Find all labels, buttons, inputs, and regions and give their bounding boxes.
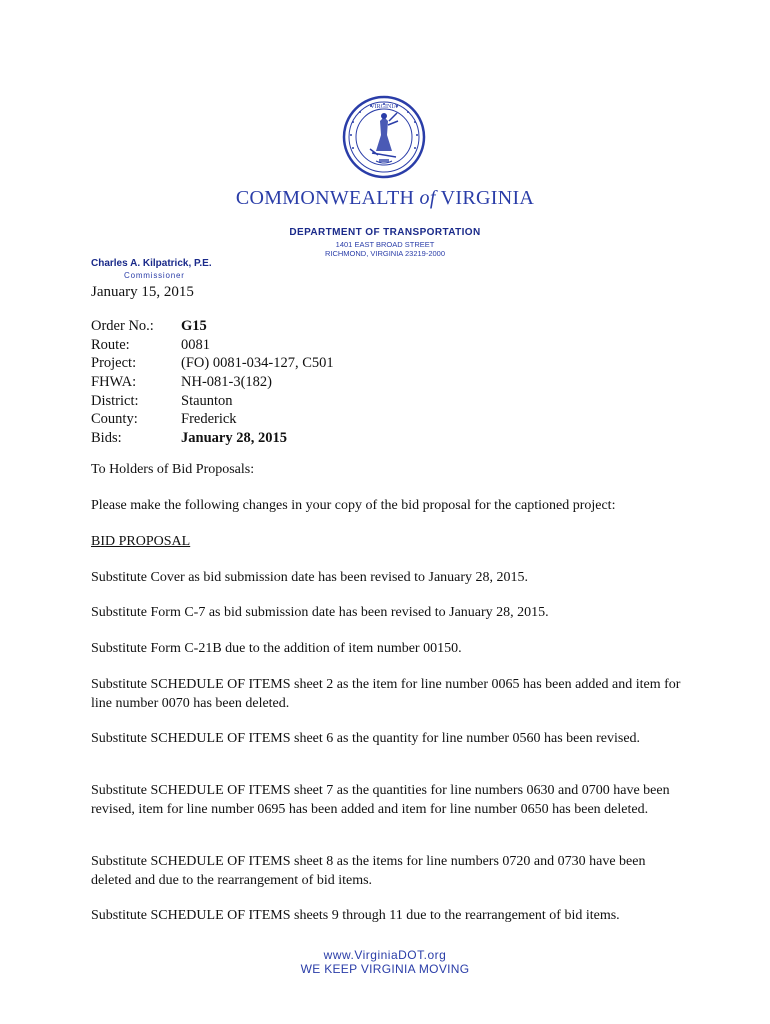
virginia-word: VIRGINIA — [440, 187, 535, 209]
info-value: NH-081-3(182) — [181, 374, 273, 391]
letter-date: January 15, 2015 — [91, 284, 194, 300]
info-value: 0081 — [181, 336, 210, 353]
info-label: Route: — [91, 336, 130, 353]
change-item: Substitute SCHEDULE OF ITEMS sheet 7 as the quantities for line numbers 0630 and 0700 have been revised, item for line number 0695 has been added and item for line number 0650 has been deleted. — [91, 783, 670, 817]
info-row-county — [91, 410, 334, 429]
info-label: FHWA: — [91, 374, 137, 391]
info-row-order — [91, 317, 334, 336]
address-line-2: RICHMOND, VIRGINIA 23219-2000 — [324, 249, 446, 258]
info-value: Staunton — [181, 392, 233, 409]
section-heading: BID PROPOSAL — [91, 534, 191, 549]
info-value: Frederick — [181, 411, 237, 428]
change-item: Substitute Form C-7 as bid submission date has been revised to January 28, 2015. — [91, 605, 549, 620]
info-row-bids — [91, 429, 334, 448]
order-info-block — [91, 317, 334, 448]
intro-paragraph: Please make the following changes in your copy of the bid proposal for the captioned project: — [91, 498, 616, 513]
address-line-1: 1401 EAST BROAD STREET — [335, 240, 435, 249]
commonwealth-heading — [0, 187, 770, 210]
info-value: (FO) 0081-034-127, C501 — [181, 355, 334, 372]
info-label: Order No.: — [91, 318, 154, 334]
change-item: Substitute SCHEDULE OF ITEMS sheets 9 through 11 due to the rearrangement of bid items. — [91, 908, 620, 923]
info-label: County: — [91, 411, 138, 428]
footer-website-link[interactable]: www.VirginiaDOT.org — [323, 948, 447, 962]
commissioner-title: Commissioner — [124, 271, 185, 280]
info-label: Project: — [91, 355, 137, 372]
change-item: Substitute SCHEDULE OF ITEMS sheet 6 as the quantity for line number 0560 has been revised. — [91, 731, 641, 746]
info-row-district — [91, 392, 334, 411]
footer-tagline: WE KEEP VIRGINIA MOVING — [300, 962, 470, 976]
info-label: District: — [91, 392, 139, 409]
info-value: G15 — [181, 318, 207, 334]
info-label: Bids: — [91, 430, 122, 447]
commissioner-name: Charles A. Kilpatrick, P.E. — [91, 258, 212, 269]
info-row-fhwa — [91, 373, 334, 392]
seal-text: VIRGINIA — [370, 104, 398, 110]
salutation: To Holders of Bid Proposals: — [91, 462, 255, 477]
department-name: DEPARTMENT OF TRANSPORTATION — [289, 227, 481, 238]
virginia-seal-logo — [342, 95, 426, 179]
of-word: of — [419, 187, 436, 209]
info-row-route — [91, 336, 334, 355]
change-item: Substitute SCHEDULE OF ITEMS sheet 2 as the item for line number 0065 has been added and item for line number 0070 has been deleted. — [91, 677, 681, 711]
change-item: Substitute Form C-21B due to the addition of item number 00150. — [91, 641, 462, 656]
change-item: Substitute SCHEDULE OF ITEMS sheet 8 as the items for line numbers 0720 and 0730 have been deleted and due to the rearrangement of bid items. — [91, 854, 646, 888]
info-row-project — [91, 354, 334, 373]
change-item: Substitute Cover as bid submission date has been revised to January 28, 2015. — [91, 570, 529, 585]
info-value: January 28, 2015 — [181, 430, 287, 447]
commonwealth-word: COMMONWEALTH — [235, 187, 415, 209]
